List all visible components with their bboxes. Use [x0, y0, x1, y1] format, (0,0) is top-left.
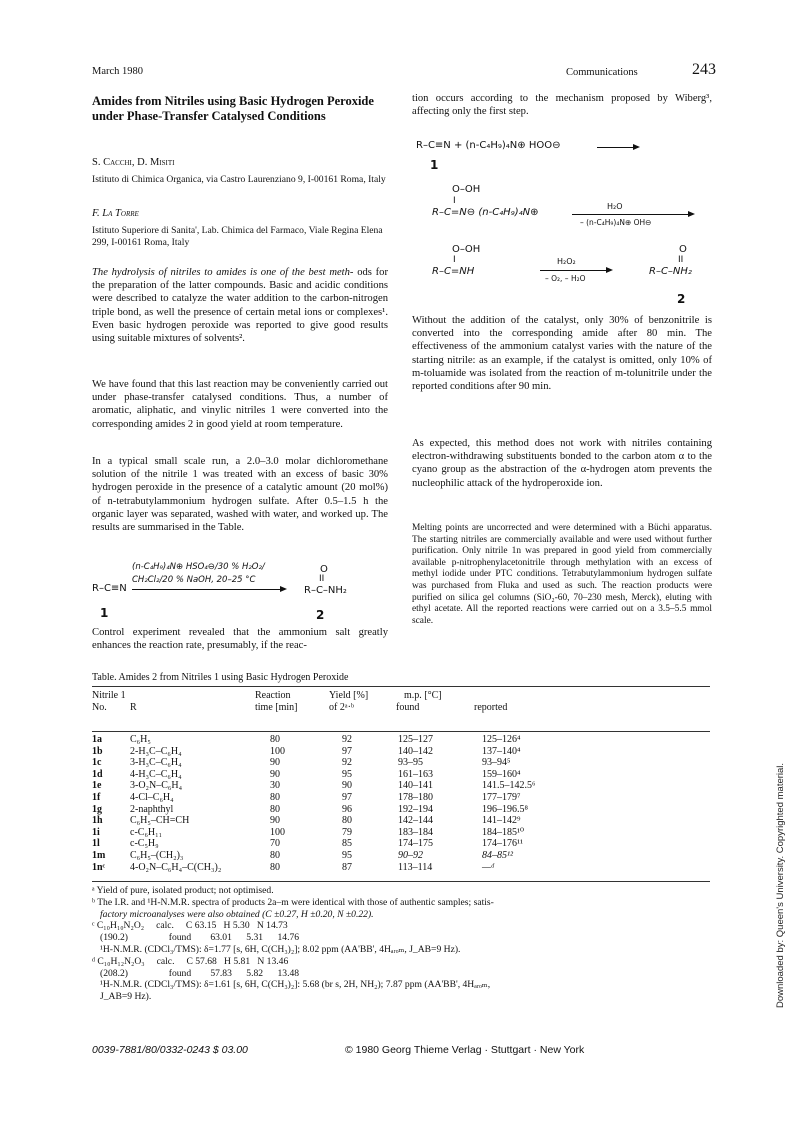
article-title: Amides from Nitriles using Basic Hydrogen Peroxide under Phase-Transfer Catalysed Conditions	[92, 94, 374, 123]
paragraph-4: Control experiment revealed that the ammonium salt greatly enhances the reaction rate, presumably, if the reac-	[92, 627, 388, 652]
cell-time: 80	[270, 791, 280, 803]
cell-no: 1m	[92, 849, 106, 861]
cell-reported: 174–176¹¹	[482, 838, 523, 850]
scheme2-arrow2-top: H₂O₂	[557, 257, 576, 266]
reaction-scheme-2	[412, 132, 722, 282]
cell-yield: 87	[342, 861, 352, 873]
footer-copyright: © 1980 Georg Thieme Verlag · Stuttgart · New York	[345, 1044, 585, 1056]
table-top-rule	[92, 686, 710, 687]
th-yield-2: of 2ᵃ·ᵇ	[329, 702, 354, 713]
cell-no: 1l	[92, 838, 100, 850]
scheme2-arrow-0	[597, 147, 635, 148]
cell-time: 80	[270, 861, 280, 873]
cell-r: C₆H₅	[130, 734, 151, 745]
cell-no: 1e	[92, 780, 102, 792]
footnote-d-4: J_AB=9 Hz).	[100, 991, 152, 1003]
scheme2-int2-bar: I	[453, 255, 456, 265]
cell-time: 100	[270, 745, 285, 757]
table-row	[92, 746, 602, 758]
cell-yield: 79	[342, 826, 352, 838]
scheme2-int-ooh: O–OH	[452, 184, 481, 195]
cell-reported: 137–140⁴	[482, 745, 521, 757]
cell-reported: 141–142⁹	[482, 815, 521, 827]
cell-yield: 95	[342, 768, 352, 780]
affiliation-1: Istituto di Chimica Organica, via Castro Laurenziano 9, I-00161 Roma, Italy	[92, 174, 386, 185]
experimental-note: Melting points are uncorrected and were determined with a Büchi apparatus. The starting nitriles are commercially available and were used without further purification. Only nitrile 1n was prepared in good yield from commercially available p-nitrophenylacetonitrile through methylation with an excess of methyl iodide under PTC conditions. Tetrabutylammonium hydrogen sulfate was purchased from Fluka and used as such. The reaction products were purified on silica gel columns (SiO₂-60, 70–230 mesh, Merck), eluting with ethyl acetate. All the reported reactions were carried out on a 3.5–5.5 mmol scale.	[412, 523, 712, 626]
cell-no: 1nᶜ	[92, 861, 106, 873]
cell-yield: 92	[342, 734, 352, 745]
scheme2-label-2: 2	[677, 292, 686, 306]
scheme1-reagent-bottom: CH₂Cl₂/20 % NaOH, 20–25 °C	[132, 575, 256, 585]
th-time-1: Reaction	[255, 690, 291, 701]
scheme1-product-double-bond: II	[319, 574, 325, 584]
cell-found: 140–142	[398, 745, 433, 757]
table-row	[92, 757, 602, 769]
intro-paragraph: The hydrolysis of nitriles to amides is one of the best meth- ods for the preparation of the latter compounds. Basic and acidic conditions were described to catalyze the water addition to the carbon-nitrogen triple bond, as well the presence of certain metal ions or complexes¹. Even basic hydrogen peroxide was reported to give good results using suitable mixtures of solvents².	[92, 267, 388, 345]
cell-found: 183–184	[398, 826, 433, 838]
scheme1-arrow	[132, 589, 282, 590]
cell-yield: 96	[342, 803, 352, 815]
scheme2-arrow-2-head	[606, 267, 613, 273]
table-row	[92, 838, 602, 850]
cell-r: 4-O₂N–C₆H₄–C(CH₃)₂	[130, 861, 222, 873]
cell-no: 1b	[92, 745, 103, 757]
cell-time: 100	[270, 826, 285, 838]
scheme2-arrow2-bottom: – O₂, – H₂O	[545, 274, 586, 283]
th-nitrile: Nitrile 1	[92, 690, 126, 701]
cell-reported: 159–160⁴	[482, 768, 521, 780]
table-row	[92, 769, 602, 781]
header-date: March 1980	[92, 66, 144, 77]
cell-yield: 80	[342, 815, 352, 827]
cell-reported: 93–94⁵	[482, 757, 511, 769]
cell-r: c-C₆H₁₁	[130, 826, 163, 838]
scheme1-reagent-top: (n-C₄H₉)₄N⊕ HSO₄⊖/30 % H₂O₂/	[132, 562, 265, 572]
scheme2-prod-double-bond: II	[678, 255, 684, 265]
table-row	[92, 792, 602, 804]
scheme2-label-1: 1	[430, 158, 439, 172]
cell-no: 1a	[92, 734, 102, 745]
authors-1: S. Cacchi, D. Misiti	[92, 157, 175, 168]
cell-time: 80	[270, 734, 280, 745]
cell-reported: 177–179⁷	[482, 791, 521, 803]
scheme1-arrow-head	[280, 586, 287, 592]
scheme2-arrow-2	[540, 270, 608, 271]
cell-found: 125–127	[398, 734, 433, 745]
download-watermark: Downloaded by: Queen's University. Copyrighted material.	[775, 762, 786, 1008]
cell-no: 1h	[92, 815, 103, 827]
footnote-b-2: factory microanalyses were also obtained (C ±0.27, H ±0.20, N ±0.22).	[100, 908, 374, 920]
cell-time: 80	[270, 803, 280, 815]
scheme2-arrow-1-head	[688, 211, 695, 217]
cell-reported: 84–85¹²	[482, 849, 513, 861]
table-caption: Table. Amides 2 from Nitriles 1 using Basic Hydrogen Peroxide	[92, 672, 349, 683]
footnote-c-1: ᶜ C₁₀H₁₀N₂O₂ calc. C 63.15 H 5.30 N 14.73	[92, 920, 288, 932]
cell-time: 90	[270, 768, 280, 780]
scheme1-product: R–C–NH₂	[304, 585, 347, 596]
table-header-rule	[92, 731, 710, 732]
footnote-d-2: (208.2) found 57.83 5.82 13.48	[100, 967, 300, 979]
cell-time: 70	[270, 838, 280, 850]
scheme2-arrow1-top: H₂O	[607, 202, 623, 211]
table-bottom-rule	[92, 881, 710, 882]
scheme2-int2-ooh: O–OH	[452, 244, 481, 255]
th-no: No.	[92, 702, 107, 713]
cell-r: 4-Cl–C₆H₄	[130, 791, 174, 803]
cell-found: 90–92	[398, 849, 423, 861]
scheme2-arrow1-bottom: – (n-C₄H₉)₄N⊕ OH⊖	[580, 218, 652, 227]
scheme2-arrow-1	[572, 214, 690, 215]
table-footnotes	[92, 885, 712, 1003]
cell-no: 1d	[92, 768, 103, 780]
cell-time: 30	[270, 780, 280, 792]
paragraph-2: We have found that this last reaction may be conveniently carried out under phase-transfer catalysed conditions. Thus, a number of aromatic, aliphatic, and vinylic nitriles 1 were converted into the corresponding amides 2 in good yield at room temperature.	[92, 379, 388, 430]
cell-no: 1c	[92, 757, 102, 769]
cell-time: 90	[270, 757, 280, 769]
scheme2-product: R–C–NH₂	[649, 266, 692, 277]
table-row	[92, 815, 602, 827]
th-reported: reported	[474, 702, 508, 713]
page-number: 243	[692, 61, 716, 78]
cell-no: 1f	[92, 791, 101, 803]
table-row	[92, 862, 602, 874]
right-paragraph-2: Without the addition of the catalyst, only 30% of benzonitrile is converted into the corresponding amide after 80 min. The effectiveness of the ammonium catalyst varies with the nature of the starting nitrile: as an example, if the catalyst is omitted, only 10% of m-toluamide was isolated from the reaction of m-tolunitrile under the reported conditions after 90 min.	[412, 315, 712, 393]
data-table	[92, 734, 602, 873]
cell-time: 90	[270, 815, 280, 827]
cell-found: 174–175	[398, 838, 433, 850]
table-header	[92, 690, 710, 718]
table-row	[92, 780, 602, 792]
right-paragraph-1: tion occurs according to the mechanism proposed by Wiberg³, affecting only the first step.	[412, 93, 712, 118]
th-yield-1: Yield [%]	[329, 690, 369, 701]
scheme2-arrow-0-head	[633, 144, 640, 150]
cell-found: 113–114	[398, 861, 433, 873]
right-paragraph-3: As expected, this method does not work with nitriles containing electron-withdrawing substituents bonded to the carbon atom α to the cyano group as the abstraction of the α-hydrogen atom prevents the nucleophilic attack of the hydroperoxide ion.	[412, 438, 712, 489]
scheme1-label-2: 2	[316, 608, 325, 622]
cell-yield: 85	[342, 838, 352, 850]
cell-found: 140–141	[398, 780, 433, 792]
scheme2-int-bar: I	[453, 196, 456, 206]
cell-r: 2-naphthyl	[130, 803, 174, 815]
cell-found: 161–163	[398, 768, 433, 780]
cell-no: 1g	[92, 803, 102, 815]
th-r: R	[130, 702, 137, 713]
table-row	[92, 734, 602, 746]
table-row	[92, 804, 602, 816]
cell-r: 4-H₃C–C₆H₄	[130, 768, 182, 780]
cell-r: c-C₅H₉	[130, 838, 159, 850]
cell-r: 3-O₂N–C₆H₄	[130, 780, 183, 792]
th-found: found	[396, 702, 420, 713]
cell-reported: 141.5–142.5⁶	[482, 780, 536, 792]
cell-yield: 97	[342, 791, 352, 803]
scheme2-intermediate: R–C=N⊖ (n-C₄H₉)₄N⊕	[432, 207, 539, 218]
cell-reported: —ᵈ	[482, 861, 494, 873]
cell-reported: 125–126⁴	[482, 734, 521, 745]
footnote-b-1: ᵇ The I.R. and ¹H-N.M.R. spectra of products 2a–m were identical with those of authentic samples; satis-	[92, 896, 494, 908]
table-row	[92, 850, 602, 862]
cell-r: 2-H₃C–C₆H₄	[130, 745, 182, 757]
cell-found: 142–144	[398, 815, 433, 827]
cell-found: 178–180	[398, 791, 433, 803]
footnote-a: ᵃ Yield of pure, isolated product; not optimised.	[92, 885, 274, 896]
table-row	[92, 827, 602, 839]
cell-r: C₆H₅–(CH₂)₃	[130, 849, 184, 861]
header-section: Communications	[566, 67, 638, 78]
th-time-2: time [min]	[255, 702, 298, 713]
cell-found: 192–194	[398, 803, 433, 815]
scheme1-label-1: 1	[100, 606, 109, 620]
paragraph-3: In a typical small scale run, a 2.0–3.0 molar dichloromethane solution of the nitrile 1 was treated with an excess of basic 30% hydrogen peroxide in the presence of a catalytic amount (20 mol%) of n-tetrabutylammonium hydrogen sulfate. After 0.5–1.5 h the organic layer was separated, washed with water, and worked up. The results are summarised in the Table.	[92, 456, 388, 534]
cell-yield: 95	[342, 849, 352, 861]
cell-yield: 92	[342, 757, 352, 769]
scheme1-product-o: O	[320, 564, 328, 575]
cell-yield: 90	[342, 780, 352, 792]
affiliation-2: Istituto Superiore di Sanita', Lab. Chimica del Farmaco, Viale Regina Elena 299, I-00161 Roma, Italy	[92, 225, 383, 248]
th-mp: m.p. [°C]	[404, 690, 442, 701]
scheme1-reactant: R–C≡N	[92, 583, 127, 594]
scheme2-prod-o: O	[679, 244, 687, 255]
footnote-c-2: (190.2) found 63.01 5.31 14.76	[100, 932, 300, 944]
cell-yield: 97	[342, 745, 352, 757]
scheme2-intermediate-2: R–C=NH	[432, 266, 475, 277]
cell-reported: 184–185¹⁰	[482, 826, 525, 838]
footer-code: 0039-7881/80/0332-0243 $ 03.00	[92, 1044, 248, 1056]
cell-r: C₆H₅–CH=CH	[130, 815, 190, 827]
scheme2-line1: R–C≡N + (n-C₄H₉)₄N⊕ HOO⊖	[416, 140, 561, 151]
authors-2: F. La Torre	[92, 208, 139, 219]
cell-r: 3-H₃C–C₆H₄	[130, 757, 182, 769]
cell-time: 80	[270, 849, 280, 861]
cell-no: 1i	[92, 826, 100, 838]
table-body	[92, 734, 602, 873]
cell-found: 93–95	[398, 757, 423, 769]
cell-reported: 196–196.5⁸	[482, 803, 528, 815]
footnote-d-1: ᵈ C₁₀H₁₂N₂O₃ calc. C 57.68 H 5.81 N 13.46	[92, 955, 289, 967]
footnote-d-3: ¹H-N.M.R. (CDCl₃/TMS): δ=1.61 [s, 6H, C(CH₃)₂]: 5.68 (br s, 2H, NH₂); 7.87 ppm (AA'BB', 4Hₐᵣₒₘ,	[100, 979, 491, 991]
footnote-c-3: ¹H-N.M.R. (CDCl₃/TMS): δ=1.77 [s, 6H, C(CH₃)₂]; 8.02 ppm (AA'BB', 4Hₐᵣₒₘ, J_AB=9 Hz).	[100, 943, 461, 955]
